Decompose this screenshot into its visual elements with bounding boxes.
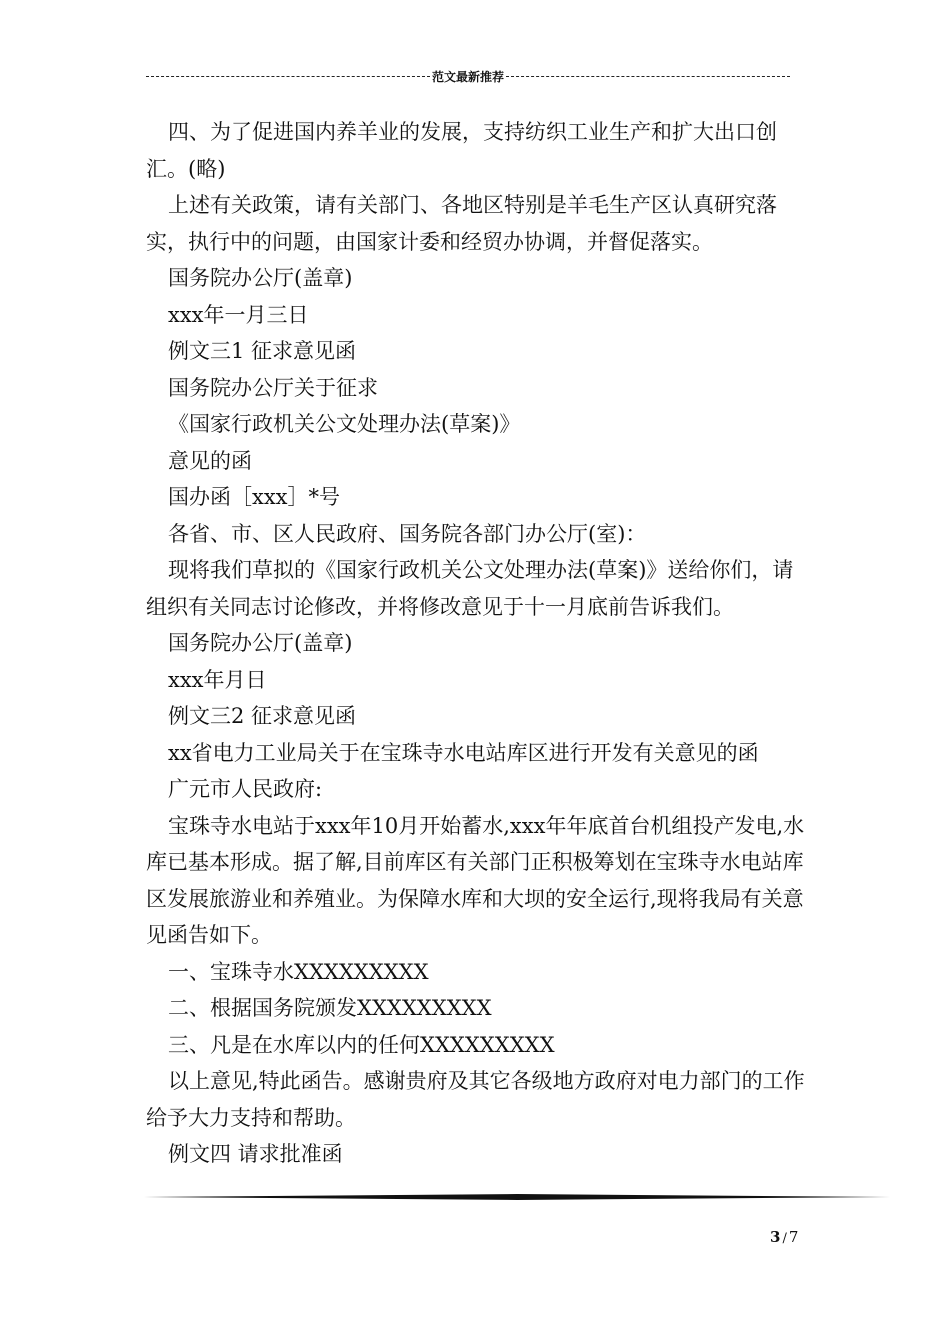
paragraph: 例文三2 征求意见函 [168,704,357,728]
paragraph: 上述有关政策，请有关部门、各地区特别是羊毛生产区认真研究落实，执行中的问题，由国家计委和经贸办协调，并督促落实。 [146,193,777,254]
footer-divider [144,1194,890,1200]
page-number [770,1228,798,1246]
header-dash-right [506,76,790,77]
paragraph: 三、凡是在水库以内的任何XXXXXXXXX [168,1032,555,1057]
paragraph: 四、为了促进国内养羊业的发展，支持纺织工业生产和扩大出口创汇。(略) [146,120,777,181]
paragraph: xxx年一月三日 [168,302,309,327]
document-body [146,114,810,1173]
paragraph: xxx年月日 [168,667,267,692]
paragraph: 以上意见,特此函告。感谢贵府及其它各级地方政府对电力部门的工作给予大力支持和帮助。 [146,1069,805,1130]
paragraph: 国办函［xxx］*号 [168,485,341,509]
page-header [146,66,790,86]
paragraph: 国务院办公厅(盖章) [168,631,353,655]
paragraph: 国务院办公厅关于征求 [168,375,378,400]
page-separator: / [782,1231,787,1246]
page-current: 3 [770,1228,781,1246]
paragraph: 广元市人民政府: [168,777,323,801]
paragraph: 《国家行政机关公文处理办法(草案)》 [168,412,521,436]
header-title: 范文最新推荐 [432,69,505,84]
header-dash-left [146,76,430,77]
paragraph: 一、宝珠寺水XXXXXXXXX [168,959,429,984]
page-total: 7 [788,1228,799,1246]
paragraph: 国务院办公厅(盖章) [168,266,353,290]
paragraph: 意见的函 [168,448,252,473]
paragraph: 二、根据国务院颁发XXXXXXXXX [168,996,492,1020]
paragraph: 宝珠寺水电站于xxx年10月开始蓄水,xxx年年底首台机组投产发电,水库已基本形成。据了解,目前库区有关部门正积极筹划在宝珠寺水电站库区发展旅游业和养殖业。为保障水库和大坝的安全运行,现将我局有关意见函告如下。 [146,813,805,947]
paragraph: 现将我们草拟的《国家行政机关公文处理办法(草案)》送给你们，请组织有关同志讨论修改，并将修改意见于十一月底前告诉我们。 [146,558,794,619]
paragraph: 例文三1 征求意见函 [168,339,357,363]
footer-divider-shape [144,1194,890,1200]
paragraph: 例文四 请求批准函 [168,1142,343,1166]
paragraph: 各省、市、区人民政府、国务院各部门办公厅(室)： [168,521,647,546]
paragraph: xx省电力工业局关于在宝珠寺水电站库区进行开发有关意见的函 [168,740,759,765]
